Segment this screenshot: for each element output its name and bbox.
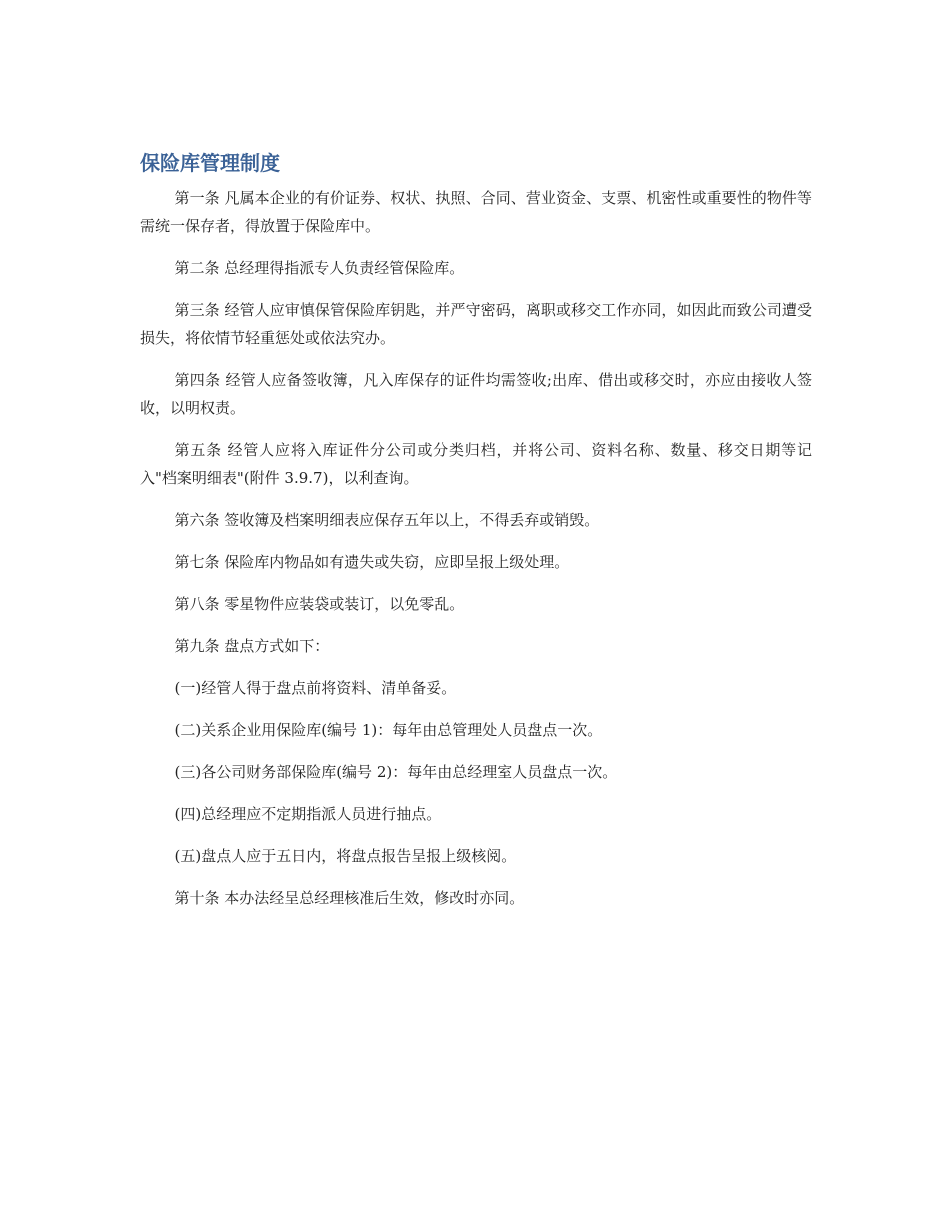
article-6: 第六条 签收簿及档案明细表应保存五年以上，不得丢弃或销毁。 xyxy=(174,511,600,529)
article-9-item-2: (二)关系企业用保险库(编号 1)：每年由总管理处人员盘点一次。 xyxy=(174,721,603,739)
article-9-item-4: (四)总经理应不定期指派人员进行抽点。 xyxy=(174,805,442,823)
article-2: 第二条 总经理得指派专人负责经管保险库。 xyxy=(174,259,465,277)
article-10: 第十条 本办法经呈总经理核准后生效，修改时亦同。 xyxy=(174,889,525,907)
article-3: 第三条 经管人应审慎保管保险库钥匙，并严守密码，离职或移交工作亦同，如因此而致公司遭受损失，将依情节轻重惩处或依法究办。 xyxy=(140,301,812,347)
article-9: 第九条 盘点方式如下： xyxy=(174,637,330,655)
article-8: 第八条 零星物件应装袋或装订，以免零乱。 xyxy=(174,595,465,613)
article-7: 第七条 保险库内物品如有遗失或失窃，应即呈报上级处理。 xyxy=(174,553,570,571)
article-4: 第四条 经管人应备签收簿，凡入库保存的证件均需签收;出库、借出或移交时，亦应由接收人签收，以明权责。 xyxy=(140,371,812,417)
article-9-item-5: (五)盘点人应于五日内，将盘点报告呈报上级核阅。 xyxy=(174,847,517,865)
document-title: 保险库管理制度 xyxy=(140,151,280,175)
article-9-item-3: (三)各公司财务部保险库(编号 2)：每年由总经理室人员盘点一次。 xyxy=(174,763,618,781)
article-9-item-1: (一)经管人得于盘点前将资料、清单备妥。 xyxy=(174,679,457,697)
article-5: 第五条 经管人应将入库证件分公司或分类归档，并将公司、资料名称、数量、移交日期等记入"档案明细表"(附件 3.9.7)，以利查询。 xyxy=(140,441,812,487)
article-1: 第一条 凡属本企业的有价证券、权状、执照、合同、营业资金、支票、机密性或重要性的物件等需统一保存者，得放置于保险库中。 xyxy=(140,189,812,235)
document-page xyxy=(140,148,812,926)
